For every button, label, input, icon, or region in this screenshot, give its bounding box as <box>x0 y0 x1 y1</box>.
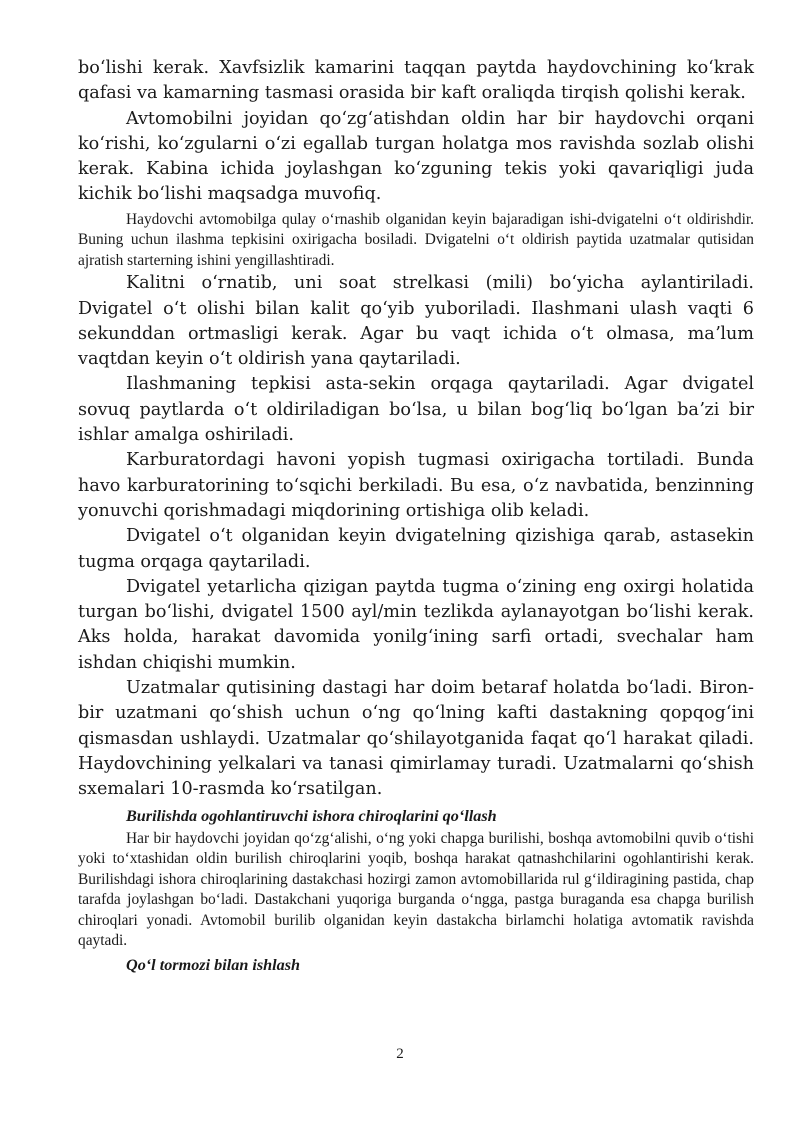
heading-hand-brake: Qoʻl tormozi bilan ishlash <box>126 955 301 974</box>
paragraph-mirrors: Avtomobilni joyidan qoʻzgʻatishdan oldin har bir haydovchi orqani koʻrishi, koʻzgularni oʻzi egallab turgan holatga mos ravishda sozlab olishi kerak. Kabina ichida joylashgan koʻzguning tekis yoki qavariqligi juda kichik boʻlishi maqsadga muvofiq. <box>78 108 754 205</box>
paragraph-turn-signals: Har bir haydovchi joyidan qoʻzgʻalishi, oʻng yoki chapga burilishi, boshqa avtomobilni quvib oʻtishi yoki toʻxtashidan oldin burilish chiroqlarini yoqib, boshqa harakat qatnashchilarini ogohlantirishi kerak. Burilishdagi ishora chiroqlarining dastakchasi hozirgi zamon avtomobillarida rul gʻildiragining pastida, chap tarafda joylashgan boʻladi. Dastakchani yuqoriga burganda oʻngga, pastga buraganda esa chapga burilish chiroqlari yonadi. Avtomobil burilib olganidan keyin dastakcha birlamchi holatiga avtomatik ravishda qaytadi. <box>78 829 754 950</box>
paragraph-gearbox: Uzatmalar qutisining dastagi har doim betaraf holatda boʻladi. Biron-bir uzatmani qoʻshish uchun oʻng qoʻlning kafti dastakning qopqogʻini qismasdan ushlaydi. Uzatmalar qoʻshilayotganida faqat qoʻl harakat qiladi. Haydovchining yelkalari va tanasi qimirlamay turadi. Uzatmalarni qoʻshish sxemalari 10-rasmda koʻrsatilgan. <box>78 678 754 800</box>
document-page <box>78 56 754 978</box>
paragraph-clutch: Ilashmaning tepkisi asta-sekin orqaga qaytariladi. Agar dvigatel sovuq paytlarda oʻt oldiriladigan boʻlsa, u bilan bogʻliq boʻlgan baʼzi bir ishlar amalga oshiriladi. <box>78 374 754 446</box>
heading-turn-signals: Burilishda ogohlantiruvchi ishora chiroqlarini qoʻllash <box>126 806 497 825</box>
paragraph-carburetor: Karburatordagi havoni yopish tugmasi oxirigacha tortiladi. Bunda havo karburatorining toʻsqichi berkiladi. Bu esa, oʻz navbatida, benzinning yonuvchi qorishmadagi miqdorining ortishiga olib keladi. <box>78 450 754 521</box>
paragraph-seat-belt: boʻlishi kerak. Xavfsizlik kamarini taqqan paytda haydovchining koʻkrak qafasi va kamarning tasmasi orasida bir kaft oraliqda tirqish qolishi kerak. <box>78 58 754 104</box>
paragraph-warm-up: Dvigatel oʻt olganidan keyin dvigatelning qizishiga qarab, astasekin tugma orqaga qaytariladi. <box>78 526 754 572</box>
page-number: 2 <box>396 1046 404 1062</box>
paragraph-engine-start: Haydovchi avtomobilga qulay oʻrnashib olganidan keyin bajaradigan ishi-dvigatelni oʻt oldirishdir. Buning uchun ilashma tepkisini oxirigacha bosiladi. Dvigatelni oʻt oldirish paytida uzatmalar qutisidan ajratish starterning ishini yengillashtiradi. <box>78 210 754 269</box>
paragraph-key: Kalitni oʻrnatib, uni soat strelkasi (mili) boʻyicha aylantiriladi. Dvigatel oʻt olishi bilan kalit qoʻyib yuboriladi. Ilashmani ulash vaqti 6 sekunddan ortmasligi kerak. Agar bu vaqt ichida oʻt olmasa, maʼlum vaqtdan keyin oʻt oldirish yana qaytariladi. <box>78 273 754 370</box>
paragraph-engine-speed: Dvigatel yetarlicha qizigan paytda tugma oʻzining eng oxirgi holatida turgan boʻlishi, dvigatel 1500 ayl/min tezlikda aylanayotgan boʻlishi kerak. Aks holda, harakat davomida yonilgʻining sarfi ortadi, svechalar ham ishdan chiqishi mumkin. <box>78 576 754 673</box>
